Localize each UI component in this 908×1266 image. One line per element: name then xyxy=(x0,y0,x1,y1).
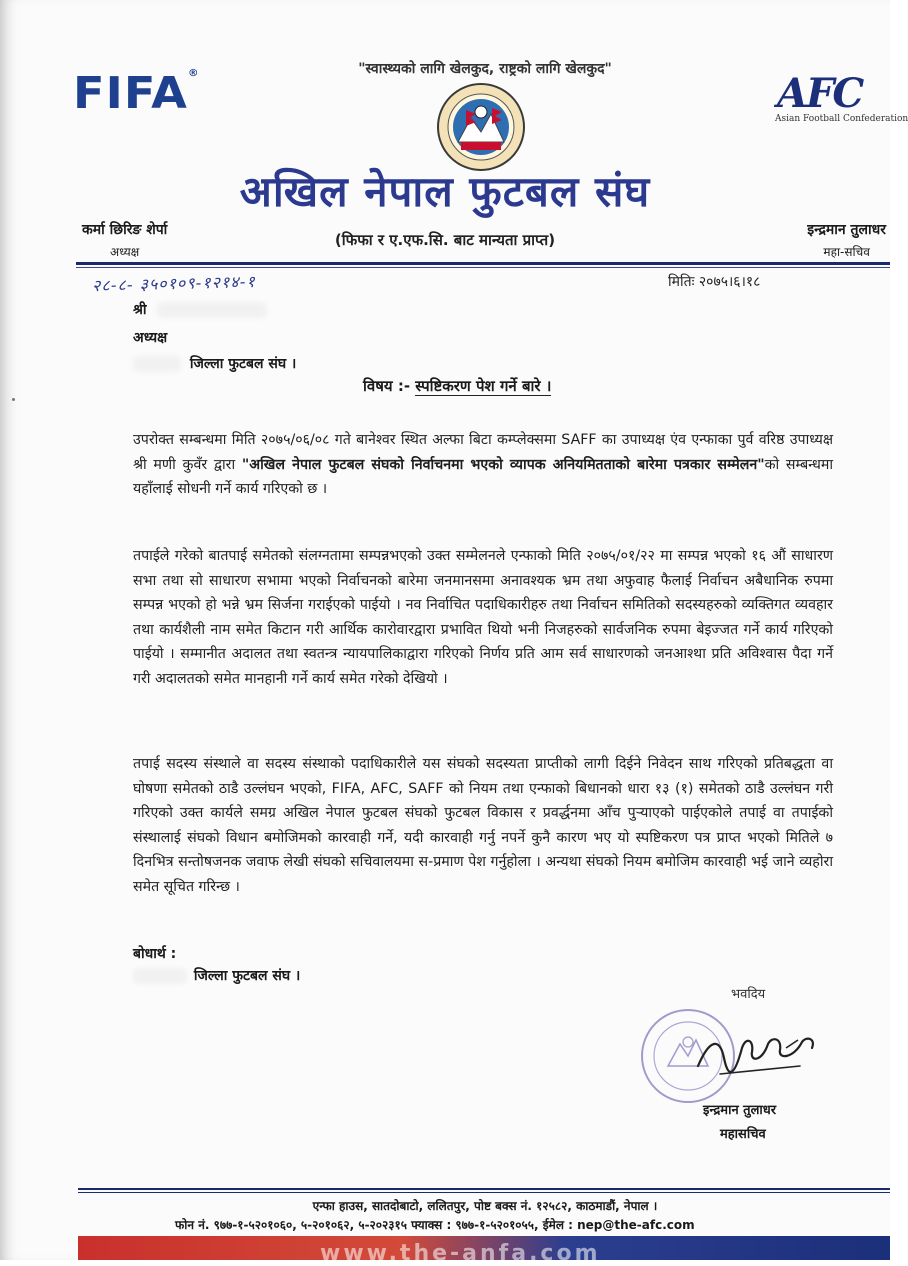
signer-name: इन्द्रमान तुलाधर xyxy=(703,1103,777,1118)
slogan: "स्वास्थ्यको लागि खेलकुद, राष्ट्रको लागि खेलकुद" xyxy=(358,61,612,77)
footer-address: एन्फा हाउस, सातदोबाटो, ललितपुर, पोष्ट बक्स नं. १२५८२, काठमाडौं, नेपाल । xyxy=(312,1199,658,1213)
organization-name: अखिल नेपाल फुटबल संघ xyxy=(239,167,651,216)
addressee-org: जिल्ला फुटबल संघ । xyxy=(189,356,297,372)
subject-label: विषय :- xyxy=(363,377,411,395)
letter-date: मितिः २०७५।६।१८ xyxy=(668,274,761,290)
footer-divider xyxy=(78,1188,890,1190)
body-paragraph-2: तपाईले गरेको बातपाई समेतको संलग्नतामा सम्पन्नभएको उक्त सम्मेलनले एन्फाको मिति २०७५/०१/२२ मा सम्पन्न भएको १६ औं साधारण सभा तथा सो साधारण सभामा भएको निर्वाचनको बारेमा जनमानसमा अनावश्यक भ्रम तथा अफुवाह फैलाई निर्वाचन अबैधानिक रुपमा सम्पन्न भएको हो भन्ने भ्रम सिर्जना गराईएको पाईयो । नव निर्वाचित पदाधिकारीहरु तथा निर्वाचन समितिको सदस्यहरुको व्यक्तिगत व्यवहार तथा कार्यशैली नाम समेत किटान गरी आर्थिक कारोवारद्वारा प्रभावित थियो भनी निजहरुको सार्वजनिक रुपमा बेइज्जत गर्ने कार्य गरिएको पाईयो । सम्मानीत अदालत तथा स्वतन्त्र न्यायपालिकाद्वारा गरिएको निर्णय प्रति आम सर्व साधारणको जनआश्था प्रति अविश्वास पैदा गर्ने गरी अदालतको समेत मानहानी गर्ने कार्य समेत गरेको देखियो । xyxy=(133,548,833,687)
afc-subtitle: Asian Football Confederation xyxy=(775,114,908,124)
press-conference-quote: "अखिल नेपाल फुटबल संघको निर्वाचनमा भएको व्यापक अनियमितताको बारेमा पत्रकार सम्मेलन" xyxy=(241,456,765,473)
header-divider-thin xyxy=(76,267,890,268)
header-divider xyxy=(76,262,890,265)
closing-word: भवदिय xyxy=(731,987,766,1002)
subject-text: स्पष्टिकरण पेश गर्ने बारे । xyxy=(415,377,552,395)
afc-logo: AFC xyxy=(777,70,863,117)
addressee-line xyxy=(133,300,267,319)
redacted-cc-district xyxy=(133,968,187,984)
fifa-logo: FIFA® xyxy=(72,68,200,119)
president-name: कर्मा छिरिङ शेर्पा xyxy=(82,222,168,238)
body-paragraph-1: उपरोक्त सम्बन्धमा मिति २०७५/०६/०८ गते बानेश्वर स्थित अल्फा बिटा कम्प्लेक्समा SAFF का उपाध्यक्ष एंव एन्फाका पुर्व वरिष्ठ उपाध्यक्ष श्री मणी कुवँर द्वारा "अखिल नेपाल फुटबल संघको निर्वाचनमा भएको व्यापक अनियमितताको बारेमा पत्रकार सम्मेलन"को सम्बन्धमा यहाँलाई सोधनी गर्ने कार्य गरिएको छ । xyxy=(133,432,833,497)
recognition-line: (फिफा र ए.एफ.सि. बाट मान्यता प्राप्त) xyxy=(334,231,556,249)
margin-speck xyxy=(12,398,15,401)
addressee-prefix: श्री xyxy=(133,302,147,318)
handwritten-signature xyxy=(690,1018,830,1088)
subject-line xyxy=(363,376,551,396)
body-paragraph-3: तपाई सदस्य संस्थाले वा सदस्य संस्थाको पदाधिकारीले यस संघको सदस्यता प्राप्तीको लागी दिईने निवेदन साथ गरिएको प्रतिबद्धता वा घोषणा समेतको ठाडै उल्लंघन भएको, FIFA, AFC, SAFF को नियम तथा एन्फाको बिधानको धारा १३ (१) समेतको ठाडै उल्लंघन गरी गरिएको उक्त कार्यले समग्र अखिल नेपाल फुटबल संघको फुटबल विकास र प्रवर्द्धनमा आँच पुऱ्याएको पाईएकोले तपाई वा तपाईको संस्थालाई संघको विधान बमोजिमको कारवाही गर्ने, यदी कारवाही गर्नु नपर्ने कुनै कारण भए यो स्पष्टिकरण पत्र प्राप्त भएको मितिले ७ दिनभित्र सन्तोषजनक जवाफ लेखी संघको सचिवालयमा स-प्रमाण पेश गर्नुहोला । अन्यथा संघको नियम बमोजिम कारवाही भई जाने व्यहोरा समेत सूचित गरिन्छ । xyxy=(133,756,833,895)
footer-contacts: फोन नं. ९७७-१-५२०१०६०, ५-२०१०६२, ५-२०२३१५ फ्याक्स : ९७७-१-५२०१०५५, ईमेल : nep@the-afc.com xyxy=(175,1218,695,1232)
general-secretary-title: महा-सचिव xyxy=(823,245,870,259)
cc-label: बोधार्थ : xyxy=(133,946,177,962)
addressee-org-line xyxy=(133,354,296,373)
redacted-name xyxy=(157,302,267,318)
cc-line xyxy=(133,966,300,985)
anfa-emblem xyxy=(436,82,526,172)
cc-org: जिल्ला फुटबल संघ । xyxy=(193,968,301,984)
president-title: अध्यक्ष xyxy=(110,245,140,259)
footer-divider-thin xyxy=(78,1192,890,1193)
footer-website: www.the-anfa.com xyxy=(320,1241,601,1266)
general-secretary-block xyxy=(807,220,886,260)
addressee-title: अध्यक्ष xyxy=(133,330,168,346)
redacted-district xyxy=(133,356,181,372)
reference-number: २८-८- ३५०१०९-१२१४-१ xyxy=(91,271,256,296)
signer-title: महासचिव xyxy=(720,1127,766,1142)
general-secretary-name: इन्द्रमान तुलाधर xyxy=(807,222,886,238)
